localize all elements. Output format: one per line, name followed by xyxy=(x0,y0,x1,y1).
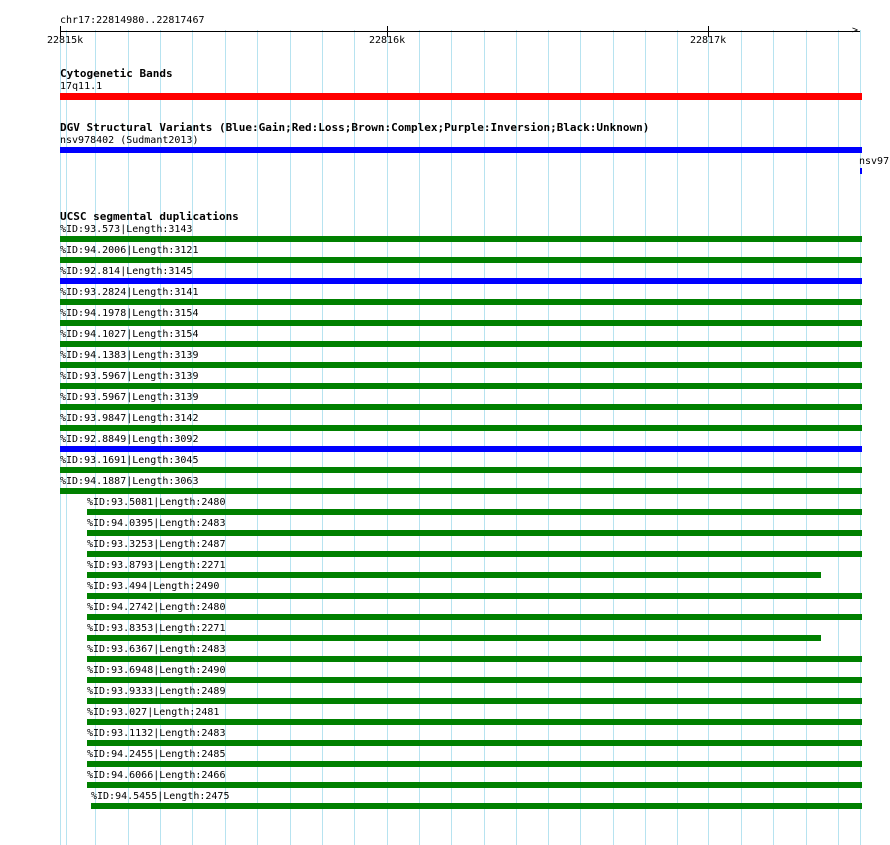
segdup-feature-bar[interactable] xyxy=(87,656,862,662)
segdup-feature-bar[interactable] xyxy=(87,614,862,620)
segdup-feature-label: %ID:92.814|Length:3145 xyxy=(60,266,193,277)
ruler-right-arrow-icon: > xyxy=(852,25,859,36)
segdup-feature-label: %ID:93.9847|Length:3142 xyxy=(60,413,199,424)
ruler-tick-label: 22816k xyxy=(369,35,406,46)
ruler-location: chr17:22814980..22817467 xyxy=(60,15,205,26)
coordinate-ruler[interactable] xyxy=(0,0,890,45)
segdup-feature-label: %ID:93.9333|Length:2489 xyxy=(87,686,226,697)
segdup-feature-label: %ID:93.5081|Length:2480 xyxy=(87,497,226,508)
segdup-feature-label: %ID:94.6066|Length:2466 xyxy=(87,770,226,781)
segdup-feature-label: %ID:94.1887|Length:3063 xyxy=(60,476,199,487)
segdup-feature-bar[interactable] xyxy=(60,299,862,305)
segdup-feature-label: %ID:94.1978|Length:3154 xyxy=(60,308,199,319)
segdup-feature-bar[interactable] xyxy=(60,278,862,284)
dgv-truncated-bar[interactable] xyxy=(860,168,862,174)
segdup-feature-bar[interactable] xyxy=(60,236,862,242)
segdup-feature-label: %ID:93.8793|Length:2271 xyxy=(87,560,226,571)
segdup-feature-label: %ID:93.573|Length:3143 xyxy=(60,224,193,235)
segdup-feature-label: %ID:92.8849|Length:3092 xyxy=(60,434,199,445)
segdup-feature-label: %ID:94.2455|Length:2485 xyxy=(87,749,226,760)
segdup-feature-label: %ID:93.027|Length:2481 xyxy=(87,707,220,718)
segdup-feature-label: %ID:93.5967|Length:3139 xyxy=(60,371,199,382)
segdup-feature-bar[interactable] xyxy=(60,383,862,389)
track-title-segdups[interactable]: UCSC segmental duplications xyxy=(60,210,239,223)
segdup-feature-label: %ID:93.3253|Length:2487 xyxy=(87,539,226,550)
segdup-feature-label: %ID:93.6367|Length:2483 xyxy=(87,644,226,655)
segdup-feature-label: %ID:93.8353|Length:2271 xyxy=(87,623,226,634)
segdup-feature-label: %ID:94.5455|Length:2475 xyxy=(91,791,230,802)
segdup-feature-label: %ID:93.494|Length:2490 xyxy=(87,581,220,592)
segdup-feature-bar[interactable] xyxy=(60,488,862,494)
segdup-feature-bar[interactable] xyxy=(87,740,862,746)
segdup-feature-bar[interactable] xyxy=(60,467,862,473)
ruler-tick-label: 22817k xyxy=(690,35,727,46)
segdup-feature-bar[interactable] xyxy=(60,320,862,326)
segdup-feature-bar[interactable] xyxy=(60,341,862,347)
segdup-feature-bar[interactable] xyxy=(87,698,862,704)
segdup-feature-bar[interactable] xyxy=(60,404,862,410)
ruler-axis xyxy=(60,31,860,32)
segdup-feature-bar[interactable] xyxy=(91,803,862,809)
segdup-feature-bar[interactable] xyxy=(87,572,821,578)
dgv-feature-bar[interactable] xyxy=(60,147,862,153)
segdup-feature-bar[interactable] xyxy=(87,551,862,557)
segdup-feature-label: %ID:93.1691|Length:3045 xyxy=(60,455,199,466)
cytoband-label: 17q11.1 xyxy=(60,81,103,92)
segdup-feature-label: %ID:94.0395|Length:2483 xyxy=(87,518,226,529)
segdup-feature-label: %ID:93.5967|Length:3139 xyxy=(60,392,199,403)
segdup-feature-label: %ID:93.1132|Length:2483 xyxy=(87,728,226,739)
segdup-feature-bar[interactable] xyxy=(87,509,862,515)
track-title-dgv[interactable]: DGV Structural Variants (Blue:Gain;Red:Loss;Brown:Complex;Purple:Inversion;Black:Unknown) xyxy=(60,121,650,134)
segdup-feature-bar[interactable] xyxy=(60,425,862,431)
segdup-feature-bar[interactable] xyxy=(60,362,862,368)
segdup-feature-label: %ID:94.2742|Length:2480 xyxy=(87,602,226,613)
segdup-feature-bar[interactable] xyxy=(87,761,862,767)
dgv-feature-label: nsv978402 (Sudmant2013) xyxy=(60,135,199,146)
segdup-feature-bar[interactable] xyxy=(87,530,862,536)
segdup-feature-label: %ID:93.2824|Length:3141 xyxy=(60,287,199,298)
segdup-feature-label: %ID:94.1027|Length:3154 xyxy=(60,329,199,340)
segdup-feature-bar[interactable] xyxy=(87,782,862,788)
segdup-feature-bar[interactable] xyxy=(60,446,862,452)
segdup-feature-label: %ID:94.2006|Length:3121 xyxy=(60,245,199,256)
segdup-feature-label: %ID:94.1383|Length:3139 xyxy=(60,350,199,361)
track-title-cytobands[interactable]: Cytogenetic Bands xyxy=(60,67,173,80)
segdup-feature-bar[interactable] xyxy=(60,257,862,263)
segdup-feature-bar[interactable] xyxy=(87,677,862,683)
cytoband-bar[interactable] xyxy=(60,93,862,100)
segdup-feature-bar[interactable] xyxy=(87,719,862,725)
segdup-feature-bar[interactable] xyxy=(87,593,862,599)
dgv-truncated-label: nsv97 xyxy=(859,156,890,167)
segdup-feature-label: %ID:93.6948|Length:2490 xyxy=(87,665,226,676)
segdup-feature-bar[interactable] xyxy=(87,635,821,641)
ruler-tick-label: 22815k xyxy=(47,35,84,46)
